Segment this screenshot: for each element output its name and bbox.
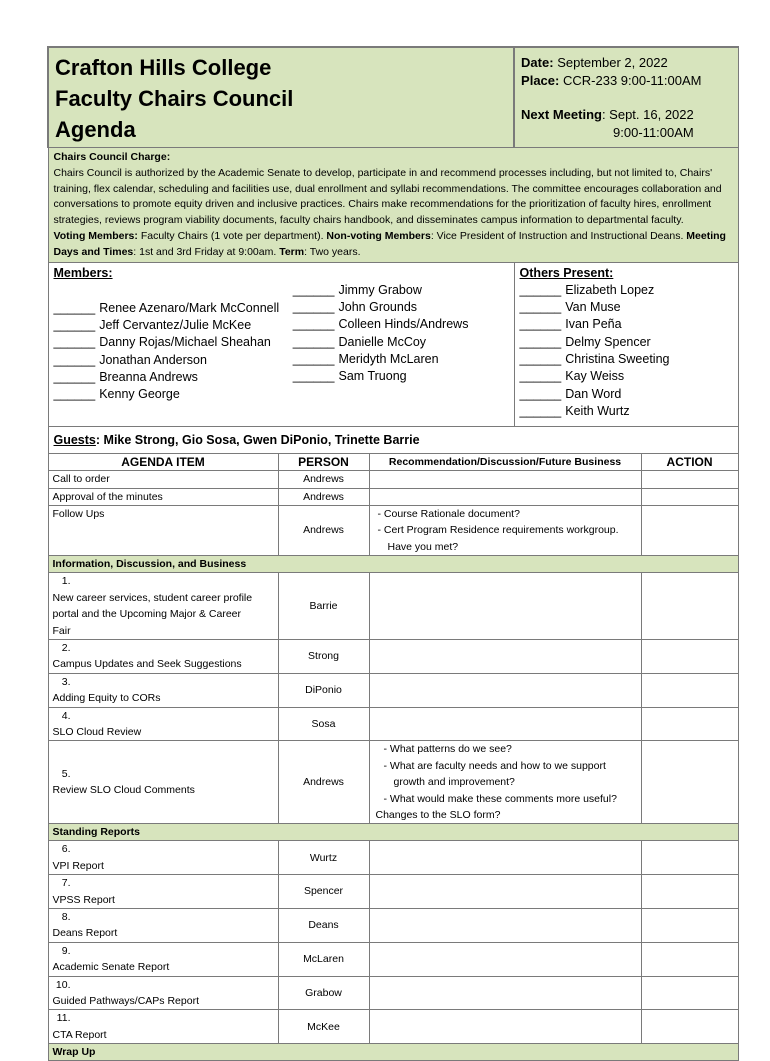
agenda-item: 11.CTA Report [48, 1010, 278, 1044]
college-name: Crafton Hills College [55, 55, 272, 80]
table-row [48, 488, 738, 505]
person: DiPonio [278, 673, 369, 707]
column-agenda-item: AGENDA ITEM [48, 454, 278, 471]
other-present-entry [520, 334, 733, 351]
members-column-2 [293, 282, 509, 404]
other-present-entry [520, 368, 733, 385]
agenda-item: 3.Adding Equity to CORs [48, 673, 278, 707]
header-title-cell [48, 47, 514, 148]
table-row [48, 639, 738, 673]
members-column-1 [54, 282, 293, 404]
attendance-blank: ______ [292, 352, 335, 367]
other-present-name: Elizabeth Lopez [565, 282, 655, 297]
recommendation [369, 741, 641, 824]
table-row [48, 573, 738, 640]
action [641, 1010, 738, 1044]
attendance-blank: ______ [519, 403, 562, 418]
recommendation [369, 1010, 641, 1044]
agenda-document [47, 46, 737, 1061]
member-entry [54, 352, 293, 369]
members-cell [48, 262, 514, 427]
charge-label: Chairs Council Charge [53, 151, 167, 163]
council-charge: Chairs Council Charge: Chairs Council is authorized by the Academic Senate to develop, participate in and recommend processes including, but not limited to, Chairs' training, flex calendar, scheduling and facilities use, dual enrollment and syllabi recommendations. The committee encourages collaboration and conversations to promote equity driven and inclusive practices. Chairs make recommendations for the prioritization of faculty hires, enrollment strategies, reviews program viability documents, faculty chairs handbook, and disseminates campus information to departmental faculty. Voting Members: Faculty Chairs (1 vote per department). Non-voting Members: Vice President of Instruction and Instructional Deans. Meeting Days and Times: 1st and 3rd Friday at 9:00am. Term: Two years. [48, 148, 738, 263]
agenda-item: Approval of the minutes [48, 488, 278, 505]
member-name: Danielle McCoy [338, 334, 427, 349]
other-present-name: Ivan Peña [565, 317, 622, 332]
table-row [48, 741, 738, 824]
slo-note: - What patterns do we see? [383, 743, 512, 756]
meeting-date: Date: September 2, 2022 [521, 55, 668, 70]
agenda-table [47, 46, 739, 1061]
person: Wurtz [278, 841, 369, 875]
agenda-item: 9.Academic Senate Report [48, 942, 278, 976]
followup-note: - Cert Program Residence requirements workgroup. Have you met? [377, 524, 619, 553]
attendance-blank: ______ [53, 352, 96, 367]
attendance-blank: ______ [519, 386, 562, 401]
member-name: Sam Truong [338, 369, 407, 384]
person: Andrews [278, 471, 369, 488]
attendance-blank: ______ [519, 334, 562, 349]
person: Spencer [278, 875, 369, 909]
member-name: Danny Rojas/Michael Sheahan [99, 335, 271, 350]
member-entry [54, 386, 293, 403]
member-name: Renee Azenaro/Mark McConnell [99, 300, 280, 315]
other-present-entry [520, 386, 733, 403]
attendance-blank: ______ [53, 335, 96, 350]
attendance-blank: ______ [53, 318, 96, 333]
recommendation [369, 639, 641, 673]
attendance-blank: ______ [53, 387, 96, 402]
action [641, 942, 738, 976]
member-name: Jonathan Anderson [99, 352, 207, 367]
table-row [48, 976, 738, 1010]
meeting-info-cell [514, 47, 738, 148]
table-row [48, 506, 738, 556]
person: Sosa [278, 707, 369, 741]
table-row [48, 841, 738, 875]
member-name: Meridyth McLaren [338, 352, 439, 367]
slo-note: - What would make these comments more useful? [383, 792, 617, 805]
attendance-blank: ______ [519, 369, 562, 384]
agenda-item: 10.Guided Pathways/CAPs Report [48, 976, 278, 1010]
member-name: John Grounds [338, 300, 418, 315]
person: Andrews [278, 506, 369, 556]
member-entry [293, 368, 509, 385]
agenda-item: 1.New career services, student career profile portal and the Upcoming Major & Career Fair [48, 573, 278, 640]
person: Andrews [278, 741, 369, 824]
attendance-blank: ______ [519, 300, 562, 315]
next-meeting: Next Meeting: Sept. 16, 2022 [521, 107, 694, 122]
other-present-entry [520, 403, 733, 420]
member-name: Kenny George [99, 387, 180, 402]
attendance-blank: ______ [292, 317, 335, 332]
other-present-entry [520, 282, 733, 299]
person: Andrews [278, 488, 369, 505]
member-entry [54, 300, 293, 317]
action [641, 673, 738, 707]
attendance-blank: ______ [519, 317, 562, 332]
others-present-list [520, 282, 733, 420]
recommendation [369, 942, 641, 976]
attendance-blank: ______ [53, 300, 96, 315]
agenda-item: 4.SLO Cloud Review [48, 707, 278, 741]
other-present-name: Keith Wurtz [565, 403, 630, 418]
other-present-name: Christina Sweeting [565, 352, 670, 367]
others-present-label: Others Present: [519, 265, 614, 280]
other-present-name: Dan Word [565, 386, 622, 401]
other-present-name: Delmy Spencer [565, 334, 651, 349]
guests-label: Guests [53, 433, 96, 448]
recommendation [369, 841, 641, 875]
table-row [48, 471, 738, 488]
action [641, 573, 738, 640]
table-row [48, 1010, 738, 1044]
member-entry [293, 316, 509, 333]
slo-tail-note: Changes to the SLO form? [375, 808, 501, 821]
column-recommendation: Recommendation/Discussion/Future Business [369, 454, 641, 471]
next-meeting-time: 9:00-11:00AM [613, 125, 694, 140]
attendance-blank: ______ [292, 369, 335, 384]
member-name: Colleen Hinds/Andrews [338, 317, 469, 332]
person: Grabow [278, 976, 369, 1010]
meeting-place: Place: CCR-233 9:00-11:00AM [521, 73, 702, 88]
attendance-blank: ______ [53, 370, 96, 385]
recommendation [369, 976, 641, 1010]
followup-note: - Course Rationale document? [377, 508, 520, 521]
person: Deans [278, 909, 369, 943]
attendance-blank: ______ [519, 352, 562, 367]
action [641, 471, 738, 488]
council-name: Faculty Chairs Council [55, 86, 294, 111]
members-label: Members: [53, 265, 113, 280]
others-present-cell [514, 262, 738, 427]
guests-names: : Mike Strong, Gio Sosa, Gwen DiPonio, Trinette Barrie [95, 433, 420, 448]
recommendation [369, 488, 641, 505]
action [641, 875, 738, 909]
recommendation [369, 573, 641, 640]
other-present-entry [520, 351, 733, 368]
person: Strong [278, 639, 369, 673]
charge-text: Chairs Council is authorized by the Academic Senate to develop, participate in and recommend processes including, but not limited to, Chairs' training, flex calendar, scheduling and facilities use, dual enrollment and syllabi recommendations. The committee encourages collaboration and conversations to promote equity driven and inclusive practices. Chairs make recommendations for the prioritization of faculty hires, enrollment strategies, reviews program viability documents, faculty chairs handbook, and disseminates campus information to departmental faculty. [53, 166, 722, 227]
member-name: Jimmy Grabow [338, 282, 422, 297]
other-present-entry [520, 299, 733, 316]
action [641, 909, 738, 943]
action [641, 707, 738, 741]
document-type: Agenda [55, 117, 136, 142]
recommendation [369, 909, 641, 943]
section-information: Information, Discussion, and Business [48, 556, 738, 573]
attendance-blank: ______ [292, 334, 335, 349]
table-row [48, 707, 738, 741]
member-entry [54, 317, 293, 334]
member-name: Breanna Andrews [99, 370, 198, 385]
action [641, 506, 738, 556]
recommendation [369, 471, 641, 488]
recommendation [369, 506, 641, 556]
column-action: ACTION [641, 454, 738, 471]
other-present-name: Van Muse [565, 300, 621, 315]
person: McKee [278, 1010, 369, 1044]
person: McLaren [278, 942, 369, 976]
person: Barrie [278, 573, 369, 640]
other-present-name: Kay Weiss [565, 369, 625, 384]
table-row [48, 909, 738, 943]
agenda-item: 6.VPI Report [48, 841, 278, 875]
section-standing-reports: Standing Reports [48, 824, 738, 841]
agenda-item: Follow Ups [48, 506, 278, 556]
membership-terms: Voting Members: Faculty Chairs (1 vote per department). Non-voting Members: Vice President of Instruction and Instructional Deans. Meeting Days and Times: 1st and 3rd Friday at 9:00am. Term: Two years. [53, 229, 726, 258]
member-entry [293, 299, 509, 316]
section-wrap-up: Wrap Up [48, 1044, 738, 1061]
other-present-entry [520, 316, 733, 333]
slo-note: - What are faculty needs and how to we support growth and improvement? [383, 759, 606, 789]
agenda-item: 8.Deans Report [48, 909, 278, 943]
member-entry [293, 334, 509, 351]
agenda-item: 5.Review SLO Cloud Comments [48, 741, 278, 824]
member-name: Jeff Cervantez/Julie McKee [99, 318, 252, 333]
member-entry [293, 351, 509, 368]
guests-row [48, 427, 738, 454]
action [641, 841, 738, 875]
table-row [48, 942, 738, 976]
table-row [48, 673, 738, 707]
action [641, 976, 738, 1010]
recommendation [369, 875, 641, 909]
member-entry [54, 334, 293, 351]
action [641, 639, 738, 673]
member-entry [293, 282, 509, 299]
member-entry [54, 369, 293, 386]
agenda-item: 7.VPSS Report [48, 875, 278, 909]
attendance-blank: ______ [292, 282, 335, 297]
attendance-blank: ______ [519, 282, 562, 297]
agenda-item: Call to order [48, 471, 278, 488]
action [641, 741, 738, 824]
agenda-item: 2.Campus Updates and Seek Suggestions [48, 639, 278, 673]
attendance-blank: ______ [292, 300, 335, 315]
recommendation [369, 707, 641, 741]
recommendation [369, 673, 641, 707]
column-person: PERSON [278, 454, 369, 471]
action [641, 488, 738, 505]
table-row [48, 875, 738, 909]
